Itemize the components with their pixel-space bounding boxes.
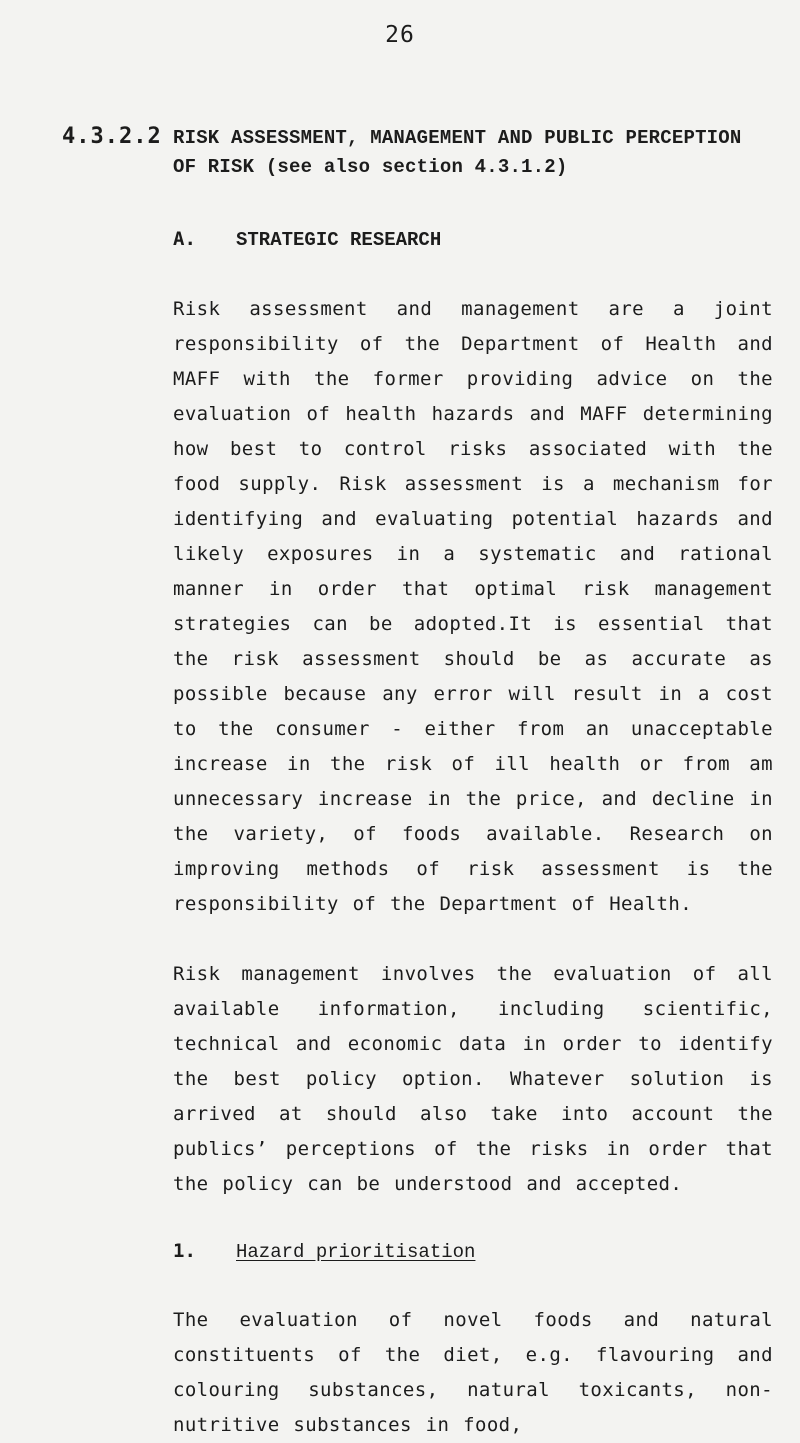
- paragraph-risk-management: Risk management involves the evaluation of all available information, including scientific, technical and economic data in order to identify the best policy option. Whatever solution is arrived at should also take into account the publics’ perceptions of the risks in order that the policy can be understood and accepted.: [173, 963, 773, 1195]
- paragraph-hazard-prioritisation: The evaluation of novel foods and natural constituents of the diet, e.g. flavouring and colouring substances, natural toxicants, non-nutritive substances in food,: [173, 1309, 773, 1436]
- subsection-1-heading: [173, 1237, 773, 1267]
- paragraph-risk-assessment: Risk assessment and management are a joint responsibility of the Department of Health and MAFF with the former providing advice on the evaluation of health hazards and MAFF determining how best to control risks associated with the food supply. Risk assessment is a mechanism for identifying and evaluating potential hazards and likely exposures in a systematic and rational manner in order that optimal risk management strategies can be adopted.It is essential that the risk assessment should be as accurate as possible because any error will result in a cost to the consumer - either from an unacceptable increase in the risk of ill health or from am unnecessary increase in the price, and decline in the variety, of foods available. Research on improving methods of risk assessment is the responsibility of the Department of Health.: [173, 298, 773, 915]
- subsection-1-title: Hazard prioritisation: [236, 1241, 476, 1263]
- section-number: 4.3.2.2: [62, 124, 162, 149]
- subsection-a-label: A.: [173, 228, 196, 250]
- subsection-1-label: 1.: [173, 1240, 196, 1262]
- subsection-a-heading: [173, 225, 773, 255]
- page-number: 26: [385, 22, 415, 48]
- subsection-a-title: STRATEGIC RESEARCH: [236, 229, 442, 251]
- section-title: RISK ASSESSMENT, MANAGEMENT AND PUBLIC PERCEPTION OF RISK (see also section 4.3.1.2): [173, 127, 742, 178]
- section-content: [173, 124, 773, 1443]
